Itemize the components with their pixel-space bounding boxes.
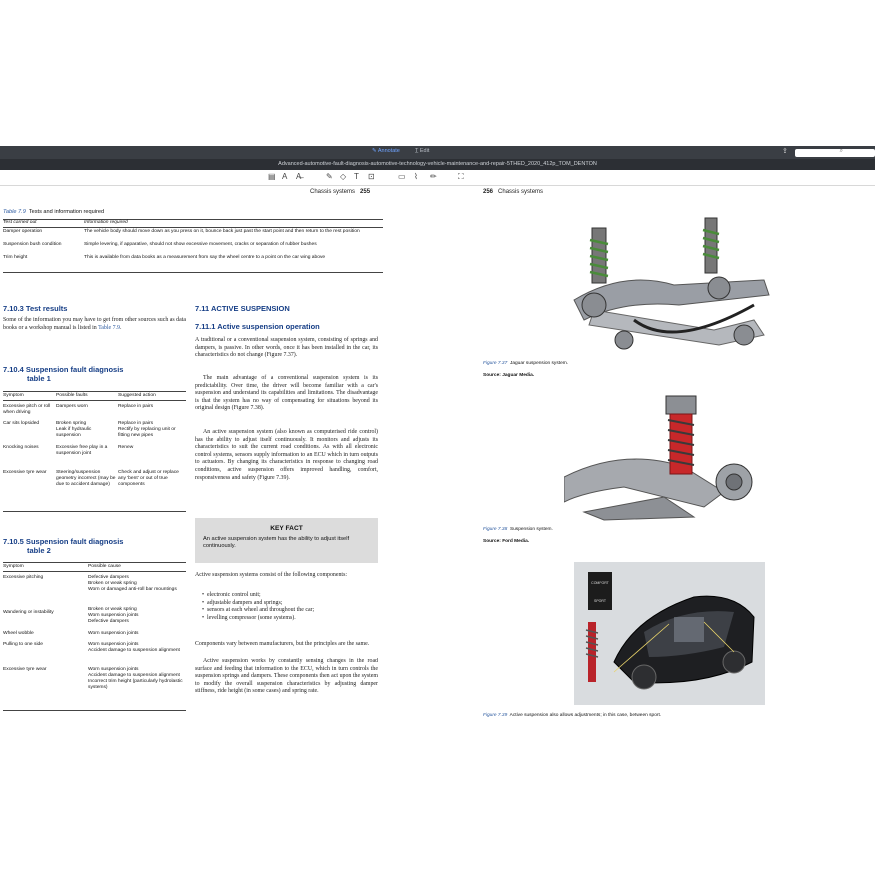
right-page — [476, 186, 766, 726]
list-item: • sensors at each wheel and throughout the car; — [202, 607, 315, 614]
key-fact-box: KEY FACT An active suspension system has the ability to adjust itself continuously. — [195, 518, 378, 563]
pen-tab-icon: ✎ — [372, 148, 378, 154]
list-item: • levelling compressor (some systems). — [202, 614, 296, 621]
table-row: Car sits lopsided — [3, 421, 40, 426]
svg-text:COMFORT: COMFORT — [591, 581, 609, 585]
table-row: Knocking noises — [3, 445, 39, 450]
table-row: Suspension bush condition — [3, 242, 62, 247]
left-page: Chassis systems 255 Table 7.9 Tests and information required Test carried out Information required Damper operation The vehicle body should move down as you press on it, bounce back just past the start point and then return to the rest position Suspension bush condition Simple levering, if apparative, should not show excessive movement, cracks or separation of rubber bushes Trim height This is available from data books as a measurement from say the wheel centre to a point on the car wing above 7.10.3 Test results Some of the information you may have to get from other sources such as data books or a workshop manual is listed in Table 7.9. 7.10.4 Suspension fault diagnosis table 1 Symptom Possible faults Suggested action Excessive pitch or roll when driving Dampers worn Replace in pairs Car sits lopsided Broken spring Leak if hydraulic suspension Replace in pairs Rectify by replacing unit or fitting new pipes Knocking noises Excessive free play in a suspension joint Renew Excessive tyre wear Steering/suspension geometry incorrect (may be due to accident damage) Check and adjust or replace any 'bent' or out of true components 7.10.5 Suspension fault diagnosis table 2 Symptom Possible cause Excessive pitching Defective dampers Broken or weak spring Worn or damaged anti-roll bar mountings Wandering or instability Broken or weak spring Worn suspension joints Defective dampers Wheel wobble Worn suspension joints Pulling to one side Worn suspension joints Accident damage to suspension alignment Excessive tyre wear Worn suspension joints Accident damage to suspension alignment Incorrect trim height (particularly hydrolastic systems) 7.11 ACTIVE SUSPENSION 7.11.1 Active suspension operation A traditional or a conventional suspension system, consisting of springs and dampers, is passive. In other words, once it has been installed in the car, its characteristics do not change (Figure 7.37). The main advantage of a conventional suspension system is its predictability. Over time, the driver will become familiar with a car's suspension and understand its capabilities and limitations. The disadvantage is that the system has no way of compensating for situations beyond its original design (Figure 7.38). An active suspension system (also known as computerised ride control) has the ability to adjust itself continuously. It monitors and adjusts its characteristics to suit the current road conditions. As with all electronic control systems, sensors supply information to an ECU which in turn outputs to actuators. By changing its characteristics in response to changing road conditions, active suspension offers improved handling, comfort, responsiveness and safety (Figure 7.39). KEY FACT An active suspension system has the ability to adjust itself continuously. Active suspension systems consist of the following components: • electronic control unit; • adjustable dampers and springs; • sensors at each wheel and throughout the car; • levelling compressor (some systems). Components vary between manufacturers, but the principles are the same. Active suspension works by constantly sensing changes in the road surface and feeding that information to the ECU, which in turn controls the suspension springs and dampers. These components then act upon the system to modify the overall suspension characteristics by adjusting damper stiffness, ride height (in some cases) and spring rate. — [0, 186, 386, 726]
figure-caption: Figure 7.39 Active suspension also allows adjustments; in this case, between sport. — [483, 713, 662, 718]
jaguar-suspension-image — [564, 210, 776, 358]
paragraph: Active suspension works by constantly sensing changes in the road surface and feeding that information to the ECU, which in turn controls the suspension springs and dampers. These components then act upon the system to modify the overall suspension characteristics by adjusting damper stiffness, ride height (in some cases) and spring rate. — [195, 658, 378, 695]
app-top-bar — [0, 146, 875, 159]
table-7-9: Table 7.9 Tests and information required — [3, 209, 105, 215]
running-head: 256 Chassis systems — [483, 189, 544, 195]
paragraph: The main advantage of a conventional suspension system is its predictability. Over time, the driver will become familiar with a car's suspension and understand its capabilities and limitations. The disadvantage is that the system has no way of compensating for situations beyond its original design (Figure 7.38). — [195, 375, 378, 412]
subsection-heading: 7.11.1 Active suspension operation — [195, 322, 320, 331]
table-row: Wheel wobble — [3, 631, 34, 636]
pencil-icon[interactable]: ✏ — [430, 172, 437, 181]
table-row: Trim height — [3, 255, 28, 260]
table-row: Excessive pitching — [3, 575, 44, 580]
fullscreen-icon[interactable]: ⛶ — [458, 172, 464, 181]
figure-caption: Figure 7.38 Suspension system. — [483, 527, 553, 532]
ford-suspension-image — [564, 392, 759, 522]
search-input[interactable] — [795, 149, 875, 157]
figure-caption: Figure 7.37 Jaguar suspension system. — [483, 361, 569, 366]
list-item: • electronic control unit; — [202, 592, 261, 598]
search-icon: ⌕ — [839, 148, 843, 154]
paragraph: An active suspension system (also known as computerised ride control) has the ability to adjust itself continuously. It monitors and adjusts its characteristics to suit the current road conditions. As with all electronic control systems, sensors supply information to an ECU which in turn outputs to actuators. By changing its characteristics in response to changing road conditions, active suspension offers improved handling, comfort, responsiveness and safety (Figure 7.39). — [195, 429, 378, 481]
figure-source: Source: Ford Media. — [483, 539, 530, 544]
list-item: • adjustable dampers and springs; — [202, 599, 283, 606]
bullet-list — [202, 592, 378, 622]
comment-icon[interactable]: ▭ — [398, 172, 406, 181]
table-row: Excessive tyre wear — [3, 667, 47, 672]
pen-icon[interactable]: ✎ — [326, 172, 333, 181]
section-heading: 7.10.5 Suspension fault diagnosis table 2 — [3, 537, 124, 555]
paragraph: Active suspension systems consist of the following components: — [195, 572, 347, 578]
section-heading: 7.11 ACTIVE SUSPENSION — [195, 304, 290, 313]
table-row: Excessive tyre wear — [3, 470, 47, 475]
table-row: Damper operation — [3, 229, 43, 234]
stamp-icon[interactable]: ⊡ — [368, 172, 375, 181]
document-title: Advanced-automotive-fault-diagnosis-automotive-technology-vehicle-maintenance-and-repair-5THED_2020_412p_TOM_DENTON — [0, 159, 875, 170]
text-box-icon[interactable]: T — [354, 172, 359, 181]
text-icon[interactable]: A — [282, 172, 288, 181]
paragraph: A traditional or a conventional suspension system, consisting of springs and dampers, is passive. In other words, once it has been installed in the car, its characteristics do not change (Figure 7.37). — [195, 337, 378, 359]
active-suspension-car-image — [574, 562, 765, 705]
share-icon[interactable]: ⇪ — [782, 148, 788, 155]
annotation-toolbar — [0, 170, 875, 186]
running-head: Chassis systems 255 — [310, 189, 371, 195]
eraser-icon[interactable]: ◇ — [340, 172, 347, 181]
table-row: Pulling to one side — [3, 642, 43, 647]
highlighter-icon[interactable]: ⌇ — [414, 172, 418, 181]
table-row: Excessive pitch or roll when driving — [3, 404, 51, 415]
table-row: Wandering or instability — [3, 610, 54, 615]
text-alt-icon[interactable]: A̶ — [296, 172, 302, 181]
text-size-icon[interactable]: ▤ — [268, 172, 276, 181]
tab-annotate[interactable]: ✎ Annotate — [372, 148, 400, 154]
text-edit-icon: T̲ — [415, 148, 420, 154]
tab-edit[interactable]: T̲ Edit — [415, 148, 430, 154]
section-heading: 7.10.3 Test results — [3, 304, 68, 313]
paragraph: Some of the information you may have to get from other sources such as data books or a workshop manual is listed in Table 7.9. — [3, 317, 186, 331]
section-heading: 7.10.4 Suspension fault diagnosis table 1 — [3, 365, 124, 383]
table-link[interactable]: Table 7.9 — [98, 324, 120, 331]
svg-text:SPORT: SPORT — [594, 599, 606, 603]
figure-source: Source: Jaguar Media. — [483, 373, 535, 378]
paragraph: Components vary between manufacturers, but the principles are the same. — [195, 641, 370, 647]
